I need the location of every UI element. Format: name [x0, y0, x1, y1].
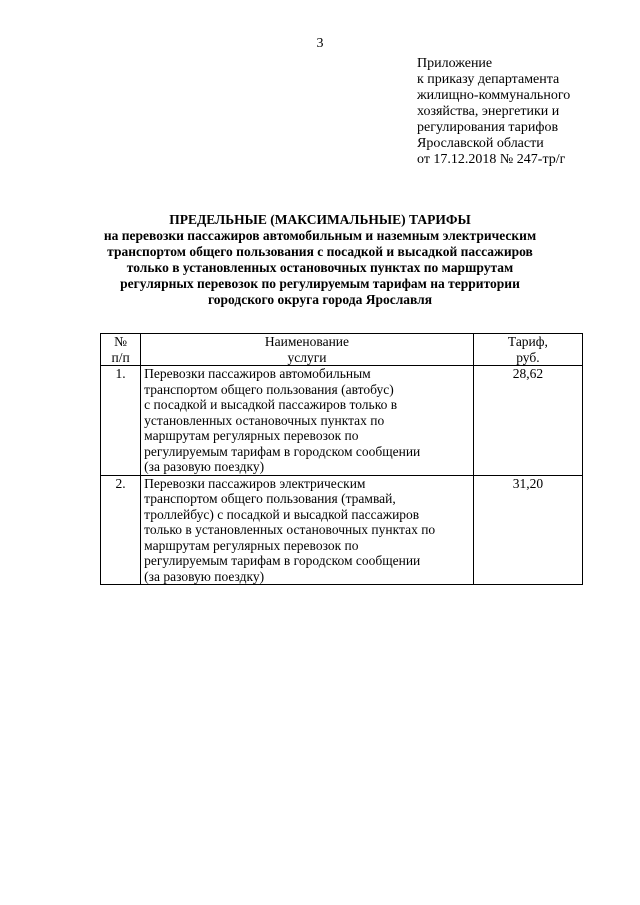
row-service-name — [141, 475, 474, 585]
header-name-line: Наименование — [264, 334, 350, 349]
document-title — [60, 212, 580, 308]
row-number: 2. — [101, 475, 141, 585]
header-price-line: руб. — [516, 349, 540, 365]
page-number: 3 — [316, 36, 324, 51]
header-num-line: № — [114, 334, 128, 349]
appendix-line: к приказу департамента — [417, 72, 560, 87]
service-line: транспортом общего пользования (автобус) — [144, 381, 394, 397]
header-name — [141, 334, 474, 366]
row-price: 28,62 — [473, 366, 582, 476]
row-price: 31,20 — [473, 475, 582, 585]
title-line: транспортом общего пользования с посадкой и высадкой пассажиров — [107, 244, 533, 259]
table-header-row — [101, 334, 583, 366]
service-line: (за разовую поездку) — [144, 568, 265, 584]
header-num-line: п/п — [111, 349, 130, 365]
title-line: ПРЕДЕЛЬНЫЕ (МАКСИМАЛЬНЫЕ) ТАРИФЫ — [169, 212, 471, 227]
appendix-line: жилищно-коммунального — [417, 88, 571, 103]
service-line: с посадкой и высадкой пассажиров только в — [144, 397, 398, 412]
tariff-table — [100, 333, 583, 585]
service-line: только в установленных остановочных пунктах по — [144, 522, 436, 537]
appendix-line: от 17.12.2018 № 247-тр/г — [417, 152, 566, 167]
row-service-name — [141, 366, 474, 476]
row-number: 1. — [101, 366, 141, 476]
appendix-line: Ярославской области — [417, 136, 544, 151]
service-line: троллейбус) с посадкой и высадкой пассажиров — [144, 506, 420, 522]
service-line: маршрутам регулярных перевозок по — [144, 428, 359, 443]
table-row — [101, 475, 583, 585]
header-price — [473, 334, 582, 366]
title-line: на перевозки пассажиров автомобильным и наземным электрическим — [103, 228, 537, 243]
title-line: регулярных перевозок по регулируемым тарифам на территории — [120, 276, 520, 291]
service-line: маршрутам регулярных перевозок по — [144, 537, 359, 553]
service-line: Перевозки пассажиров автомобильным — [144, 366, 371, 381]
header-name-line: услуги — [287, 349, 327, 365]
appendix-block — [417, 56, 627, 168]
appendix-line: Приложение — [417, 56, 493, 71]
service-line: регулируемым тарифам в городском сообщении — [144, 553, 421, 568]
table-row — [101, 366, 583, 476]
title-line: городского округа города Ярославля — [207, 292, 433, 307]
appendix-line: регулирования тарифов — [417, 120, 559, 135]
appendix-line: хозяйства, энергетики и — [417, 104, 560, 119]
service-line: (за разовую поездку) — [144, 459, 265, 474]
service-line: транспортом общего пользования (трамвай, — [144, 491, 396, 506]
header-num — [101, 334, 141, 366]
title-line: только в установленных остановочных пунктах по маршрутам — [126, 260, 514, 275]
service-line: Перевозки пассажиров электрическим — [144, 475, 366, 491]
service-line: регулируемым тарифам в городском сообщении — [144, 443, 421, 459]
header-price-line: Тариф, — [507, 334, 548, 349]
service-line: установленных остановочных пунктах по — [144, 412, 385, 428]
